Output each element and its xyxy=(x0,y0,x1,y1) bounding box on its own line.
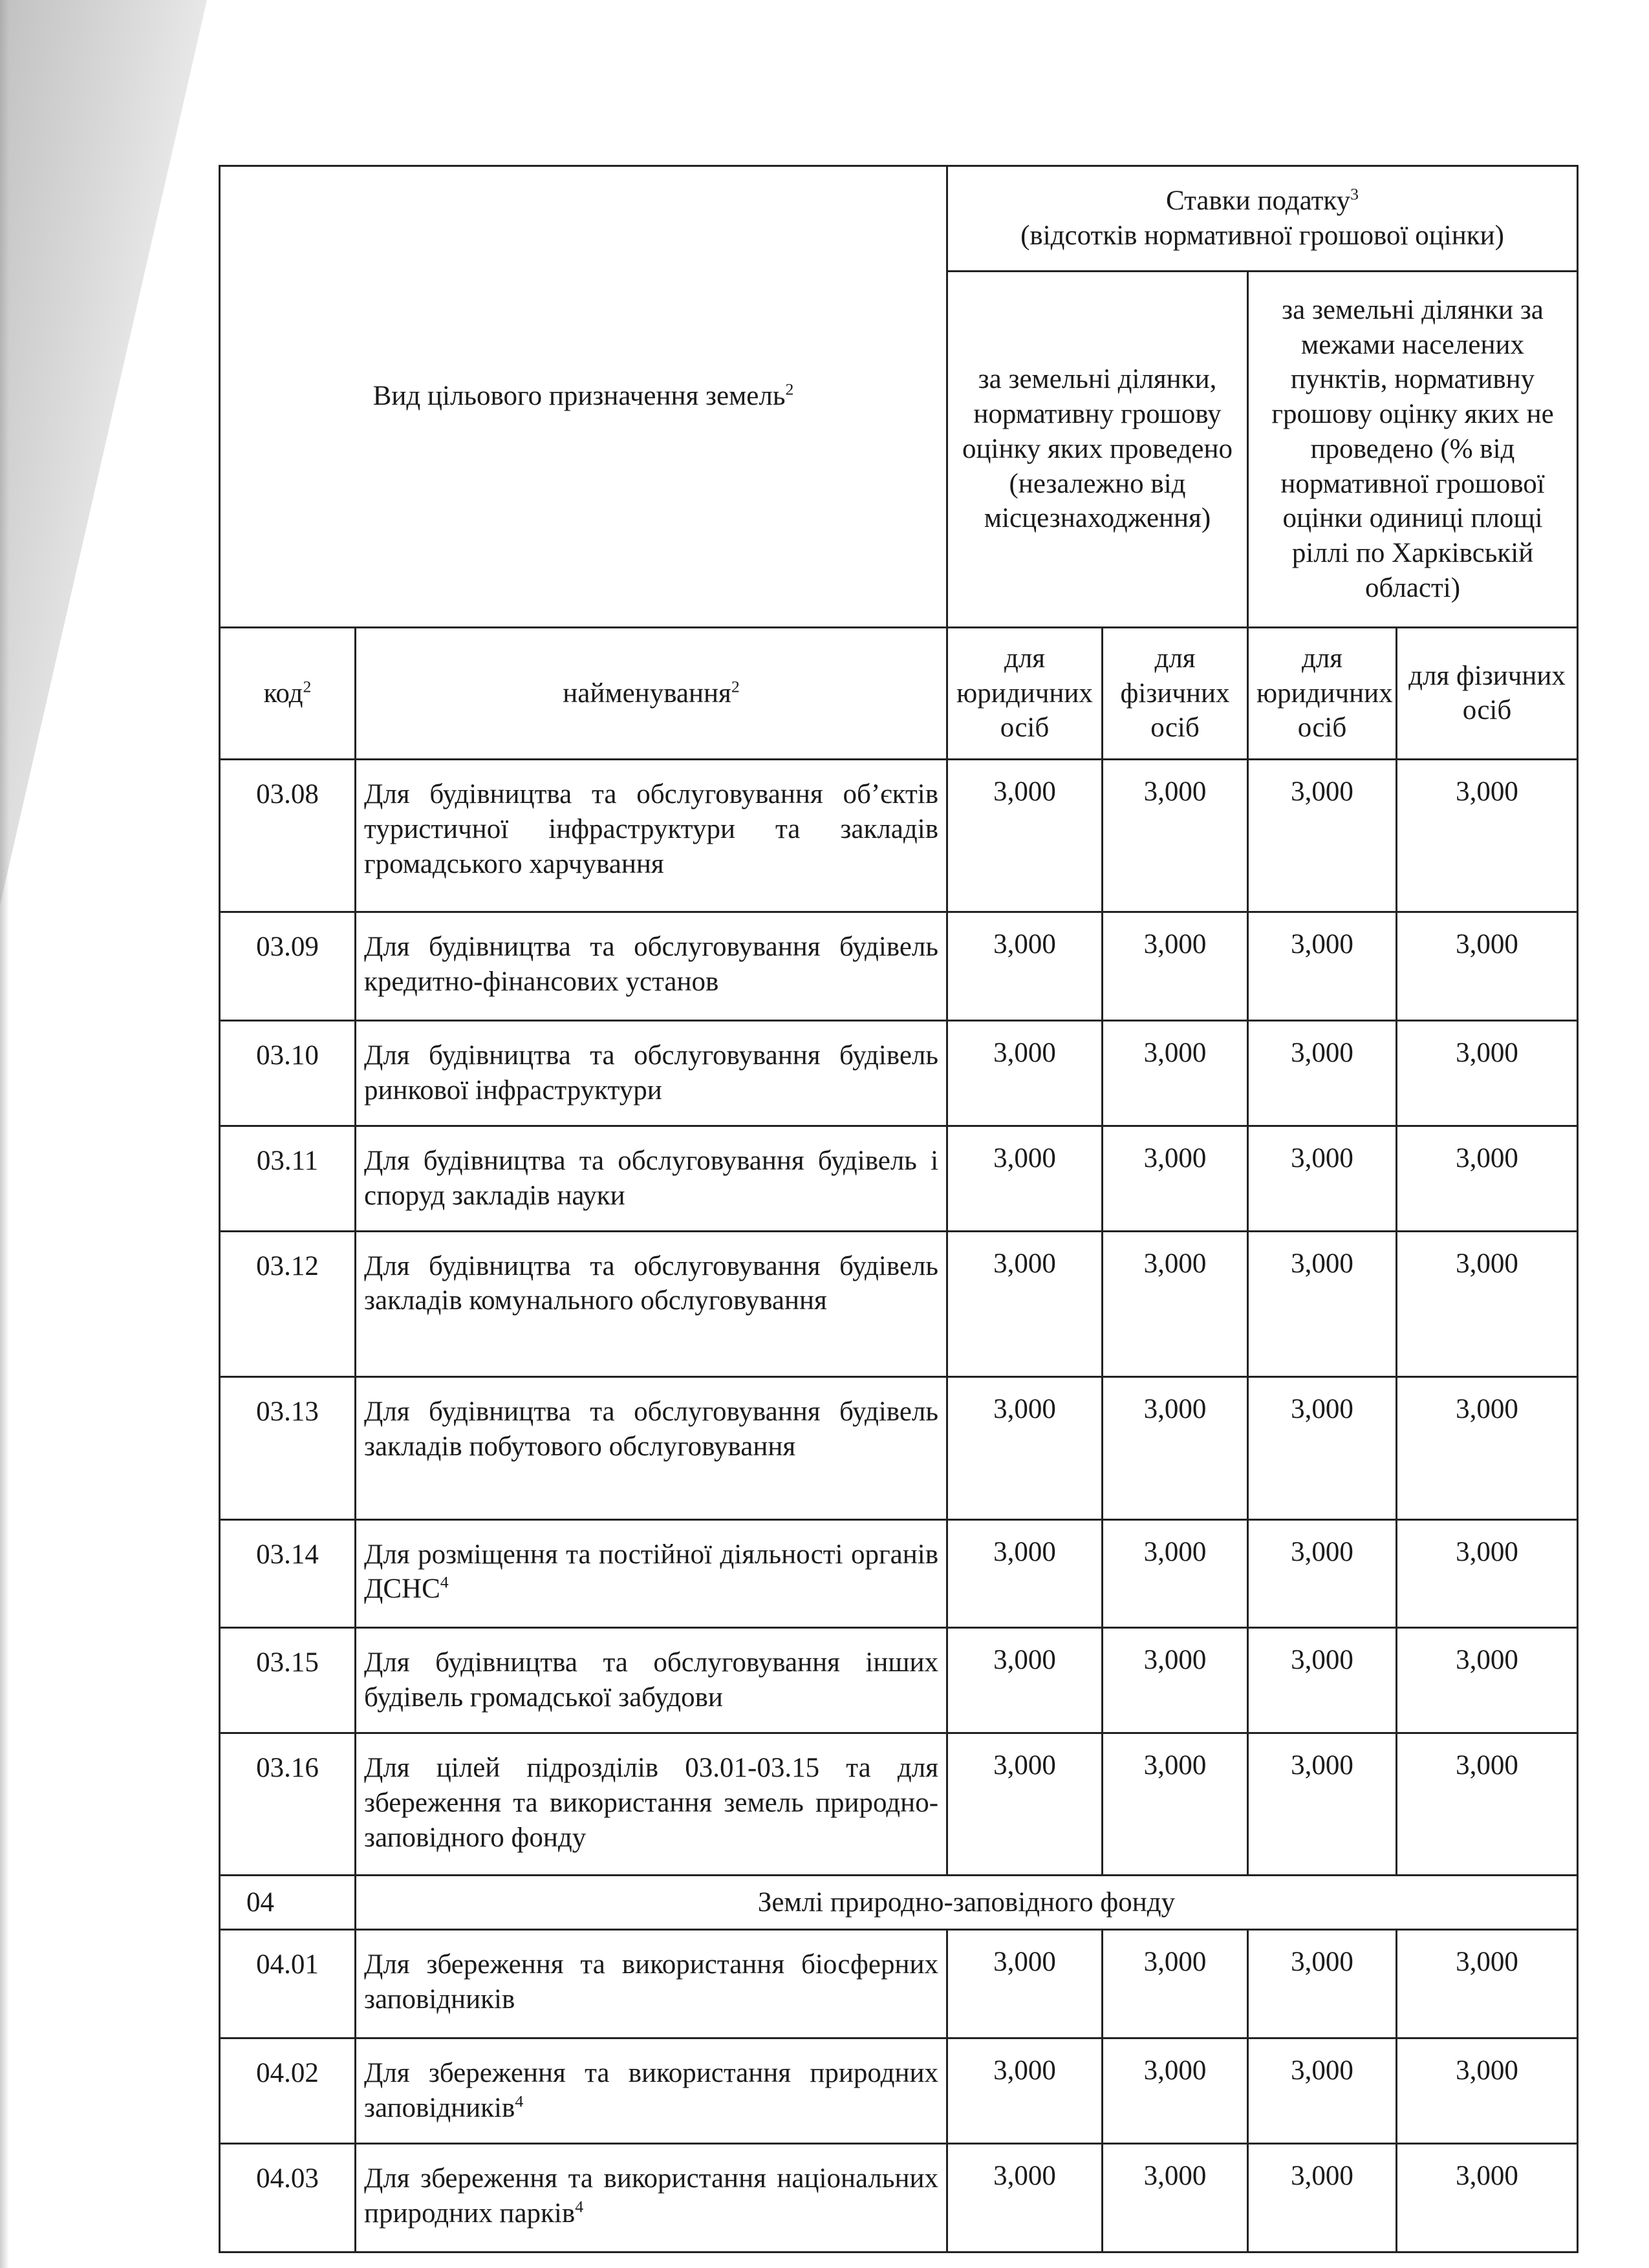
name-header-sup: 2 xyxy=(731,677,740,696)
rate-legal-assessed: 3,000 xyxy=(947,1377,1103,1519)
table-row xyxy=(220,912,1578,1021)
rate-legal-not-assessed: 3,000 xyxy=(1248,1628,1397,1733)
table-row xyxy=(220,2144,1578,2252)
table-row xyxy=(220,2038,1578,2144)
rate-legal-assessed: 3,000 xyxy=(947,1628,1103,1733)
table-row xyxy=(220,1377,1578,1519)
rate-legal-not-assessed: 3,000 xyxy=(1248,1930,1397,2038)
code-header-text: код xyxy=(263,678,303,709)
rate-physical-not-assessed: 3,000 xyxy=(1397,1377,1578,1519)
legal-header-1: для юридичних осіб xyxy=(947,627,1103,760)
row-code: 03.08 xyxy=(220,760,356,912)
rate-physical-not-assessed: 3,000 xyxy=(1397,2038,1578,2144)
physical-header-1: для фізичних осіб xyxy=(1103,627,1248,760)
rate-physical-assessed: 3,000 xyxy=(1103,760,1248,912)
row-name-cell xyxy=(356,2144,947,2252)
row-code: 04.01 xyxy=(220,1930,356,2038)
row-name-sup: 4 xyxy=(515,2091,524,2111)
header-row-3 xyxy=(220,627,1578,760)
row-name: Для збереження та використання національних природних парків xyxy=(364,2163,939,2229)
table-row xyxy=(220,760,1578,912)
row-name-cell xyxy=(356,912,947,1021)
table-row xyxy=(220,1733,1578,1876)
rate-legal-assessed: 3,000 xyxy=(947,760,1103,912)
rate-legal-assessed: 3,000 xyxy=(947,1930,1103,2038)
row-name-cell xyxy=(356,1733,947,1876)
rates-header xyxy=(947,166,1578,272)
rate-legal-assessed: 3,000 xyxy=(947,912,1103,1021)
row-code: 03.12 xyxy=(220,1231,356,1377)
row-code: 04.02 xyxy=(220,2038,356,2144)
rates-title: Ставки податку xyxy=(1165,186,1351,217)
group-code: 04 xyxy=(220,1876,356,1930)
rate-legal-not-assessed: 3,000 xyxy=(1248,2038,1397,2144)
table-row xyxy=(220,1930,1578,2038)
name-header-text: найменування xyxy=(563,678,731,709)
rate-legal-assessed: 3,000 xyxy=(947,2144,1103,2252)
table-row xyxy=(220,1231,1578,1377)
row-name: Для будівництва та обслуговування інших будівель громадської забудови xyxy=(364,1647,939,1713)
rate-legal-not-assessed: 3,000 xyxy=(1248,2144,1397,2252)
row-name-cell xyxy=(356,760,947,912)
table-row xyxy=(220,1126,1578,1231)
rate-physical-not-assessed: 3,000 xyxy=(1397,1021,1578,1126)
rate-legal-not-assessed: 3,000 xyxy=(1248,1231,1397,1377)
row-name: Для будівництва та обслуговування будівель і споруд закладів науки xyxy=(364,1145,939,1211)
row-name-cell xyxy=(356,1231,947,1377)
row-code: 03.14 xyxy=(220,1519,356,1628)
rates-subtitle: (відсотків нормативної грошової оцінки) xyxy=(1020,220,1504,251)
row-name-cell xyxy=(356,1021,947,1126)
row-name: Для цілей підрозділів 03.01-03.15 та для збереження та використання земель природно-заповідного фонду xyxy=(364,1753,939,1853)
table-row xyxy=(220,1021,1578,1126)
rate-physical-not-assessed: 3,000 xyxy=(1397,2144,1578,2252)
assessed-header: за земельні ділянки, нормативну грошову оцінку яких проведено (незалежно від місцезнаходження) xyxy=(947,271,1248,627)
row-name-cell xyxy=(356,1377,947,1519)
purpose-header-text: Вид цільового призначення земель xyxy=(372,381,786,412)
name-header xyxy=(356,627,947,760)
row-name-sup: 4 xyxy=(575,2197,584,2216)
group-row xyxy=(220,1876,1578,1930)
rate-legal-not-assessed: 3,000 xyxy=(1248,1377,1397,1519)
tax-rates-table xyxy=(219,165,1579,2253)
rate-physical-not-assessed: 3,000 xyxy=(1397,1126,1578,1231)
row-name: Для будівництва та обслуговування будівель закладів комунального обслуговування xyxy=(364,1250,939,1316)
table-row xyxy=(220,1519,1578,1628)
rate-legal-assessed: 3,000 xyxy=(947,1733,1103,1876)
row-name: Для збереження та використання природних заповідників xyxy=(364,2058,939,2124)
rate-physical-not-assessed: 3,000 xyxy=(1397,1231,1578,1377)
purpose-header xyxy=(220,166,947,628)
row-name: Для розміщення та постійної діяльності органів ДСНС xyxy=(364,1539,939,1605)
code-header xyxy=(220,627,356,760)
purpose-header-sup: 2 xyxy=(785,380,794,400)
rate-legal-not-assessed: 3,000 xyxy=(1248,1733,1397,1876)
rate-physical-assessed: 3,000 xyxy=(1103,2038,1248,2144)
row-code: 03.09 xyxy=(220,912,356,1021)
rate-physical-not-assessed: 3,000 xyxy=(1397,1930,1578,2038)
row-code: 03.13 xyxy=(220,1377,356,1519)
row-name-cell xyxy=(356,2038,947,2144)
row-name-sup: 4 xyxy=(440,1572,449,1592)
rate-legal-not-assessed: 3,000 xyxy=(1248,912,1397,1021)
table-row xyxy=(220,1628,1578,1733)
row-code: 03.16 xyxy=(220,1733,356,1876)
rate-legal-not-assessed: 3,000 xyxy=(1248,760,1397,912)
physical-header-2: для фізичних осіб xyxy=(1397,627,1578,760)
row-name: Для будівництва та обслуговування об’єктів туристичної інфраструктури та закладів громадського харчування xyxy=(364,779,939,879)
legal-header-2: для юридичних осіб xyxy=(1248,627,1397,760)
rate-physical-assessed: 3,000 xyxy=(1103,1126,1248,1231)
rate-legal-not-assessed: 3,000 xyxy=(1248,1021,1397,1126)
rate-legal-assessed: 3,000 xyxy=(947,1231,1103,1377)
rate-physical-assessed: 3,000 xyxy=(1103,2144,1248,2252)
rate-legal-not-assessed: 3,000 xyxy=(1248,1519,1397,1628)
rate-physical-assessed: 3,000 xyxy=(1103,1231,1248,1377)
rate-physical-assessed: 3,000 xyxy=(1103,1930,1248,2038)
rate-physical-not-assessed: 3,000 xyxy=(1397,1519,1578,1628)
group-title: Землі природно-заповідного фонду xyxy=(356,1876,1578,1930)
row-name-cell xyxy=(356,1930,947,2038)
rate-legal-assessed: 3,000 xyxy=(947,2038,1103,2144)
scan-shadow xyxy=(0,0,207,905)
rate-legal-assessed: 3,000 xyxy=(947,1021,1103,1126)
rate-physical-assessed: 3,000 xyxy=(1103,1628,1248,1733)
row-code: 03.11 xyxy=(220,1126,356,1231)
rate-physical-not-assessed: 3,000 xyxy=(1397,760,1578,912)
rate-physical-assessed: 3,000 xyxy=(1103,1519,1248,1628)
code-header-sup: 2 xyxy=(303,677,312,696)
row-name: Для будівництва та обслуговування будівель закладів побутового обслуговування xyxy=(364,1396,939,1462)
row-code: 03.10 xyxy=(220,1021,356,1126)
rate-legal-assessed: 3,000 xyxy=(947,1126,1103,1231)
rate-physical-assessed: 3,000 xyxy=(1103,1733,1248,1876)
rate-physical-assessed: 3,000 xyxy=(1103,1021,1248,1126)
row-name-cell xyxy=(356,1628,947,1733)
rate-physical-not-assessed: 3,000 xyxy=(1397,1628,1578,1733)
row-name: Для будівництва та обслуговування будівель ринкової інфраструктури xyxy=(364,1040,939,1106)
scan-edge xyxy=(0,0,9,2268)
row-code: 03.15 xyxy=(220,1628,356,1733)
rates-title-sup: 3 xyxy=(1350,184,1359,204)
rate-legal-assessed: 3,000 xyxy=(947,1519,1103,1628)
row-name-cell xyxy=(356,1519,947,1628)
rate-physical-not-assessed: 3,000 xyxy=(1397,1733,1578,1876)
row-code: 04.03 xyxy=(220,2144,356,2252)
row-name: Для збереження та використання біосферних заповідників xyxy=(364,1949,939,2015)
rate-physical-assessed: 3,000 xyxy=(1103,1377,1248,1519)
row-name: Для будівництва та обслуговування будівель кредитно-фінансових установ xyxy=(364,932,939,998)
header-row-1 xyxy=(220,166,1578,272)
rate-physical-assessed: 3,000 xyxy=(1103,912,1248,1021)
not-assessed-header: за земельні ділянки за межами населених пунктів, нормативну грошову оцінку яких не проведено (% від нормативної грошової оцінки одиниці площі ріллі по Харківській області) xyxy=(1248,271,1578,627)
row-name-cell xyxy=(356,1126,947,1231)
rate-legal-not-assessed: 3,000 xyxy=(1248,1126,1397,1231)
rate-physical-not-assessed: 3,000 xyxy=(1397,912,1578,1021)
